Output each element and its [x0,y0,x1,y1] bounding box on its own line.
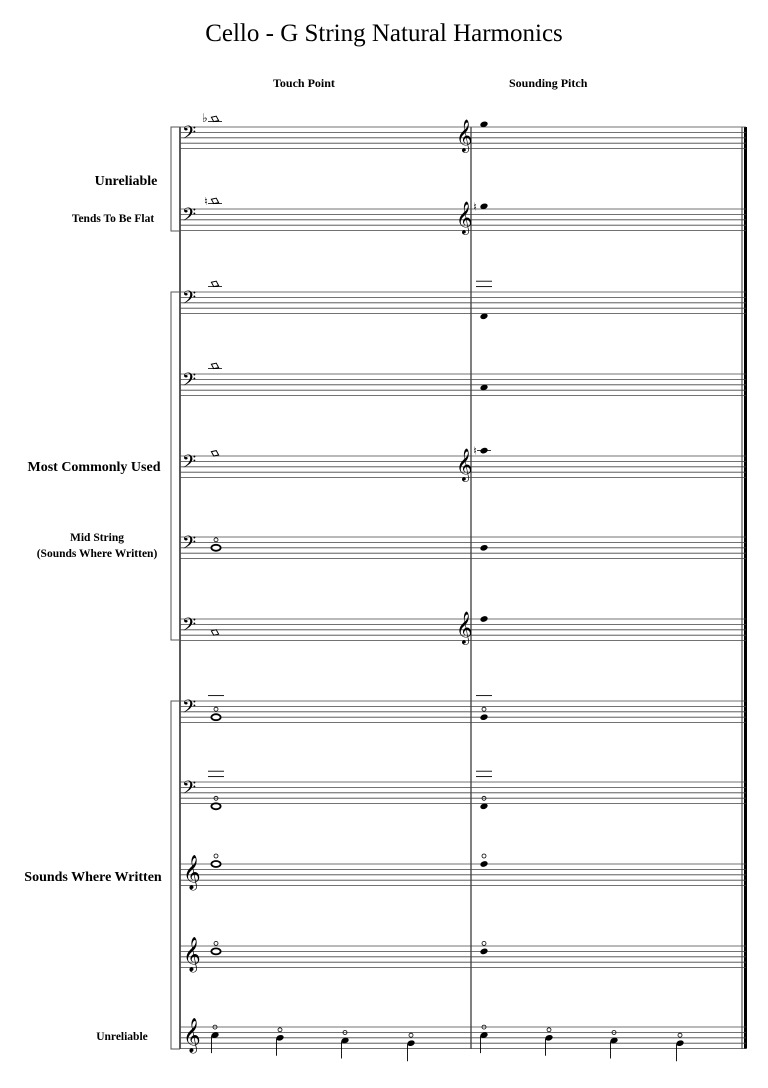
bass-clef-icon: 𝄢 [182,533,197,558]
section-label: Unreliable [96,1031,148,1043]
harmonic-circle [214,707,218,711]
bass-clef-icon: 𝄢 [182,370,197,395]
filled-notehead [480,713,489,721]
harmonic-circle [547,1028,551,1032]
bass-clef-icon: 𝄢 [182,697,197,722]
bracket [171,701,180,1049]
filled-notehead [480,948,489,956]
section-label: (Sounds Where Written) [36,548,158,560]
harmonic-circle [409,1033,413,1037]
section-label: Mid String [70,532,124,544]
whole-notehead [211,861,220,867]
harmonic-circle [482,707,486,711]
page-title: Cello - G String Natural Harmonics [205,20,563,47]
natural-icon: ♮ [204,194,208,208]
whole-notehead [211,948,220,954]
section-label: Most Commonly Used [27,460,161,475]
treble-clef-icon: 𝄞 [456,448,473,481]
treble-clef-icon: 𝄞 [456,119,473,152]
harmonic-circle [214,941,218,945]
bracket [171,127,180,231]
flat-icon: ♭ [202,110,208,125]
bass-clef-icon: 𝄢 [182,452,197,477]
column-header-touch-point: Touch Point [273,76,335,90]
section-label: Unreliable [94,174,158,189]
bass-clef-icon: 𝄢 [182,205,197,230]
whole-notehead [211,803,220,809]
final-barline-thick [744,127,747,1049]
column-header-sounding-pitch: Sounding Pitch [509,76,588,90]
bass-clef-icon: 𝄢 [182,778,197,803]
harmonic-circle [678,1033,682,1037]
treble-clef-icon: 𝄞 [456,201,473,234]
filled-notehead [480,860,489,868]
bass-clef-icon: 𝄢 [182,615,197,640]
bass-clef-icon: 𝄢 [182,288,197,313]
treble-clef-icon: 𝄞 [183,855,201,890]
filled-notehead [480,544,489,552]
section-label: Tends To Be Flat [71,213,155,225]
whole-notehead [211,714,220,720]
bracket [171,292,180,640]
natural-icon: ♮ [473,200,477,214]
whole-notehead [211,545,220,551]
filled-notehead [480,615,489,623]
treble-clef-icon: 𝄞 [183,937,201,972]
harmonic-circle [214,854,218,858]
treble-clef-icon: 𝄞 [183,1018,201,1053]
section-label: Sounds Where Written [24,870,162,885]
bass-clef-icon: 𝄢 [182,123,197,148]
harmonic-circle [482,854,486,858]
treble-clef-icon: 𝄞 [456,611,473,644]
harmonic-circle [214,538,218,542]
filled-notehead [480,447,489,455]
harmonic-circle [482,941,486,945]
natural-icon: ♮ [473,444,477,458]
harmonic-circle [278,1028,282,1032]
